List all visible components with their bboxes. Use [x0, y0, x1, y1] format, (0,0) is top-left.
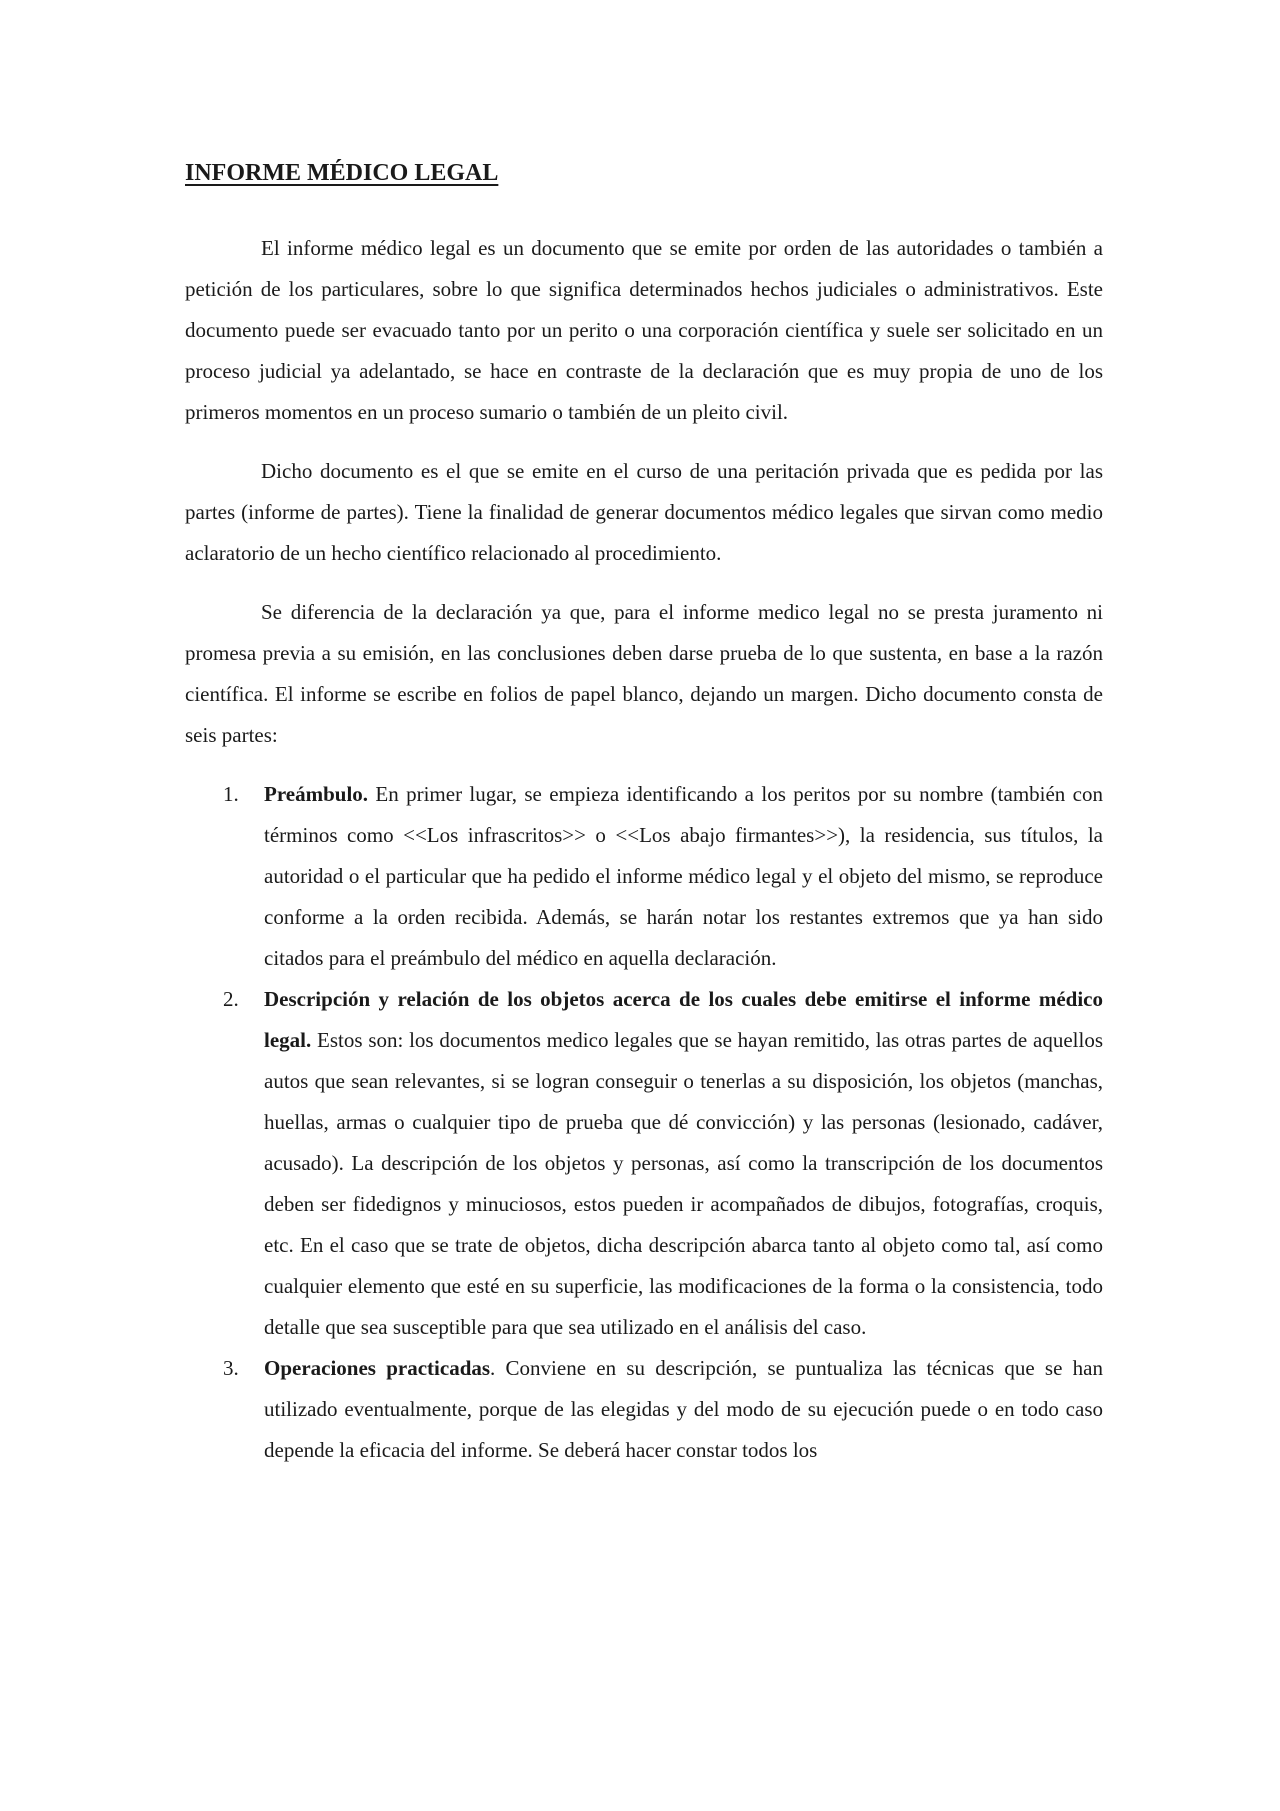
report-sections-list	[185, 774, 1103, 1471]
list-item-number: 2.	[223, 986, 239, 1011]
list-item-heading: Preámbulo.	[264, 781, 369, 806]
list-item	[185, 1348, 1103, 1471]
list-item-text: . Conviene en su descripción, se puntualiza las técnicas que se han utilizado eventualmente, porque de las elegidas y del modo de su ejecución puede o en todo caso depende la eficacia del informe. Se deberá hacer constar todos los	[264, 1355, 1103, 1462]
document-page	[185, 150, 1103, 1471]
list-item-text: En primer lugar, se empieza identificando a los peritos por su nombre (también con términos como <<Los infrascritos>> o <<Los abajo firmantes>>), la residencia, sus títulos, la autoridad o el particular que ha pedido el informe médico legal y el objeto del mismo, se reproduce conforme a la orden recibida. Además, se harán notar los restantes extremos que ya han sido citados para el preámbulo del médico en aquella declaración.	[264, 781, 1103, 970]
list-item-heading: Operaciones practicadas	[264, 1355, 491, 1380]
paragraph-difference: Se diferencia de la declaración ya que, para el informe medico legal no se presta juramento ni promesa previa a su emisión, en las conclusiones deben darse prueba de lo que sustenta, en base a la razón científica. El informe se escribe en folios de papel blanco, dejando un margen. Dicho documento consta de seis partes:	[185, 599, 1103, 747]
list-item-number: 3.	[223, 1355, 239, 1380]
list-item	[185, 979, 1103, 1348]
list-item-heading: Descripción y relación de los objetos acerca de los cuales debe emitirse el informe médico legal.	[264, 986, 1103, 1052]
paragraph-intro: El informe médico legal es un documento que se emite por orden de las autoridades o también a petición de los particulares, sobre lo que significa determinados hechos judiciales o administrativos. Este documento puede ser evacuado tanto por un perito o una corporación científica y suele ser solicitado en un proceso judicial ya adelantado, se hace en contraste de la declaración que es muy propia de uno de los primeros momentos en un proceso sumario o también de un pleito civil.	[185, 235, 1103, 424]
paragraph-private-expertise: Dicho documento es el que se emite en el curso de una peritación privada que es pedida por las partes (informe de partes). Tiene la finalidad de generar documentos médico legales que sirvan como medio aclaratorio de un hecho científico relacionado al procedimiento.	[185, 458, 1103, 565]
document-title: INFORME MÉDICO LEGAL	[185, 160, 499, 186]
list-item-number: 1.	[223, 781, 239, 806]
list-item	[185, 774, 1103, 979]
list-item-text: Estos son: los documentos medico legales que se hayan remitido, las otras partes de aquellos autos que sean relevantes, si se logran conseguir o tenerlas a su disposición, los objetos (manchas, huellas, armas o cualquier tipo de prueba que dé convicción) y las personas (lesionado, cadáver, acusado). La descripción de los objetos y personas, así como la transcripción de los documentos deben ser fidedignos y minuciosos, estos pueden ir acompañados de dibujos, fotografías, croquis, etc. En el caso que se trate de objetos, dicha descripción abarca tanto al objeto como tal, así como cualquier elemento que esté en su superficie, las modificaciones de la forma o la consistencia, todo detalle que sea susceptible para que sea utilizado en el análisis del caso.	[264, 1027, 1103, 1339]
